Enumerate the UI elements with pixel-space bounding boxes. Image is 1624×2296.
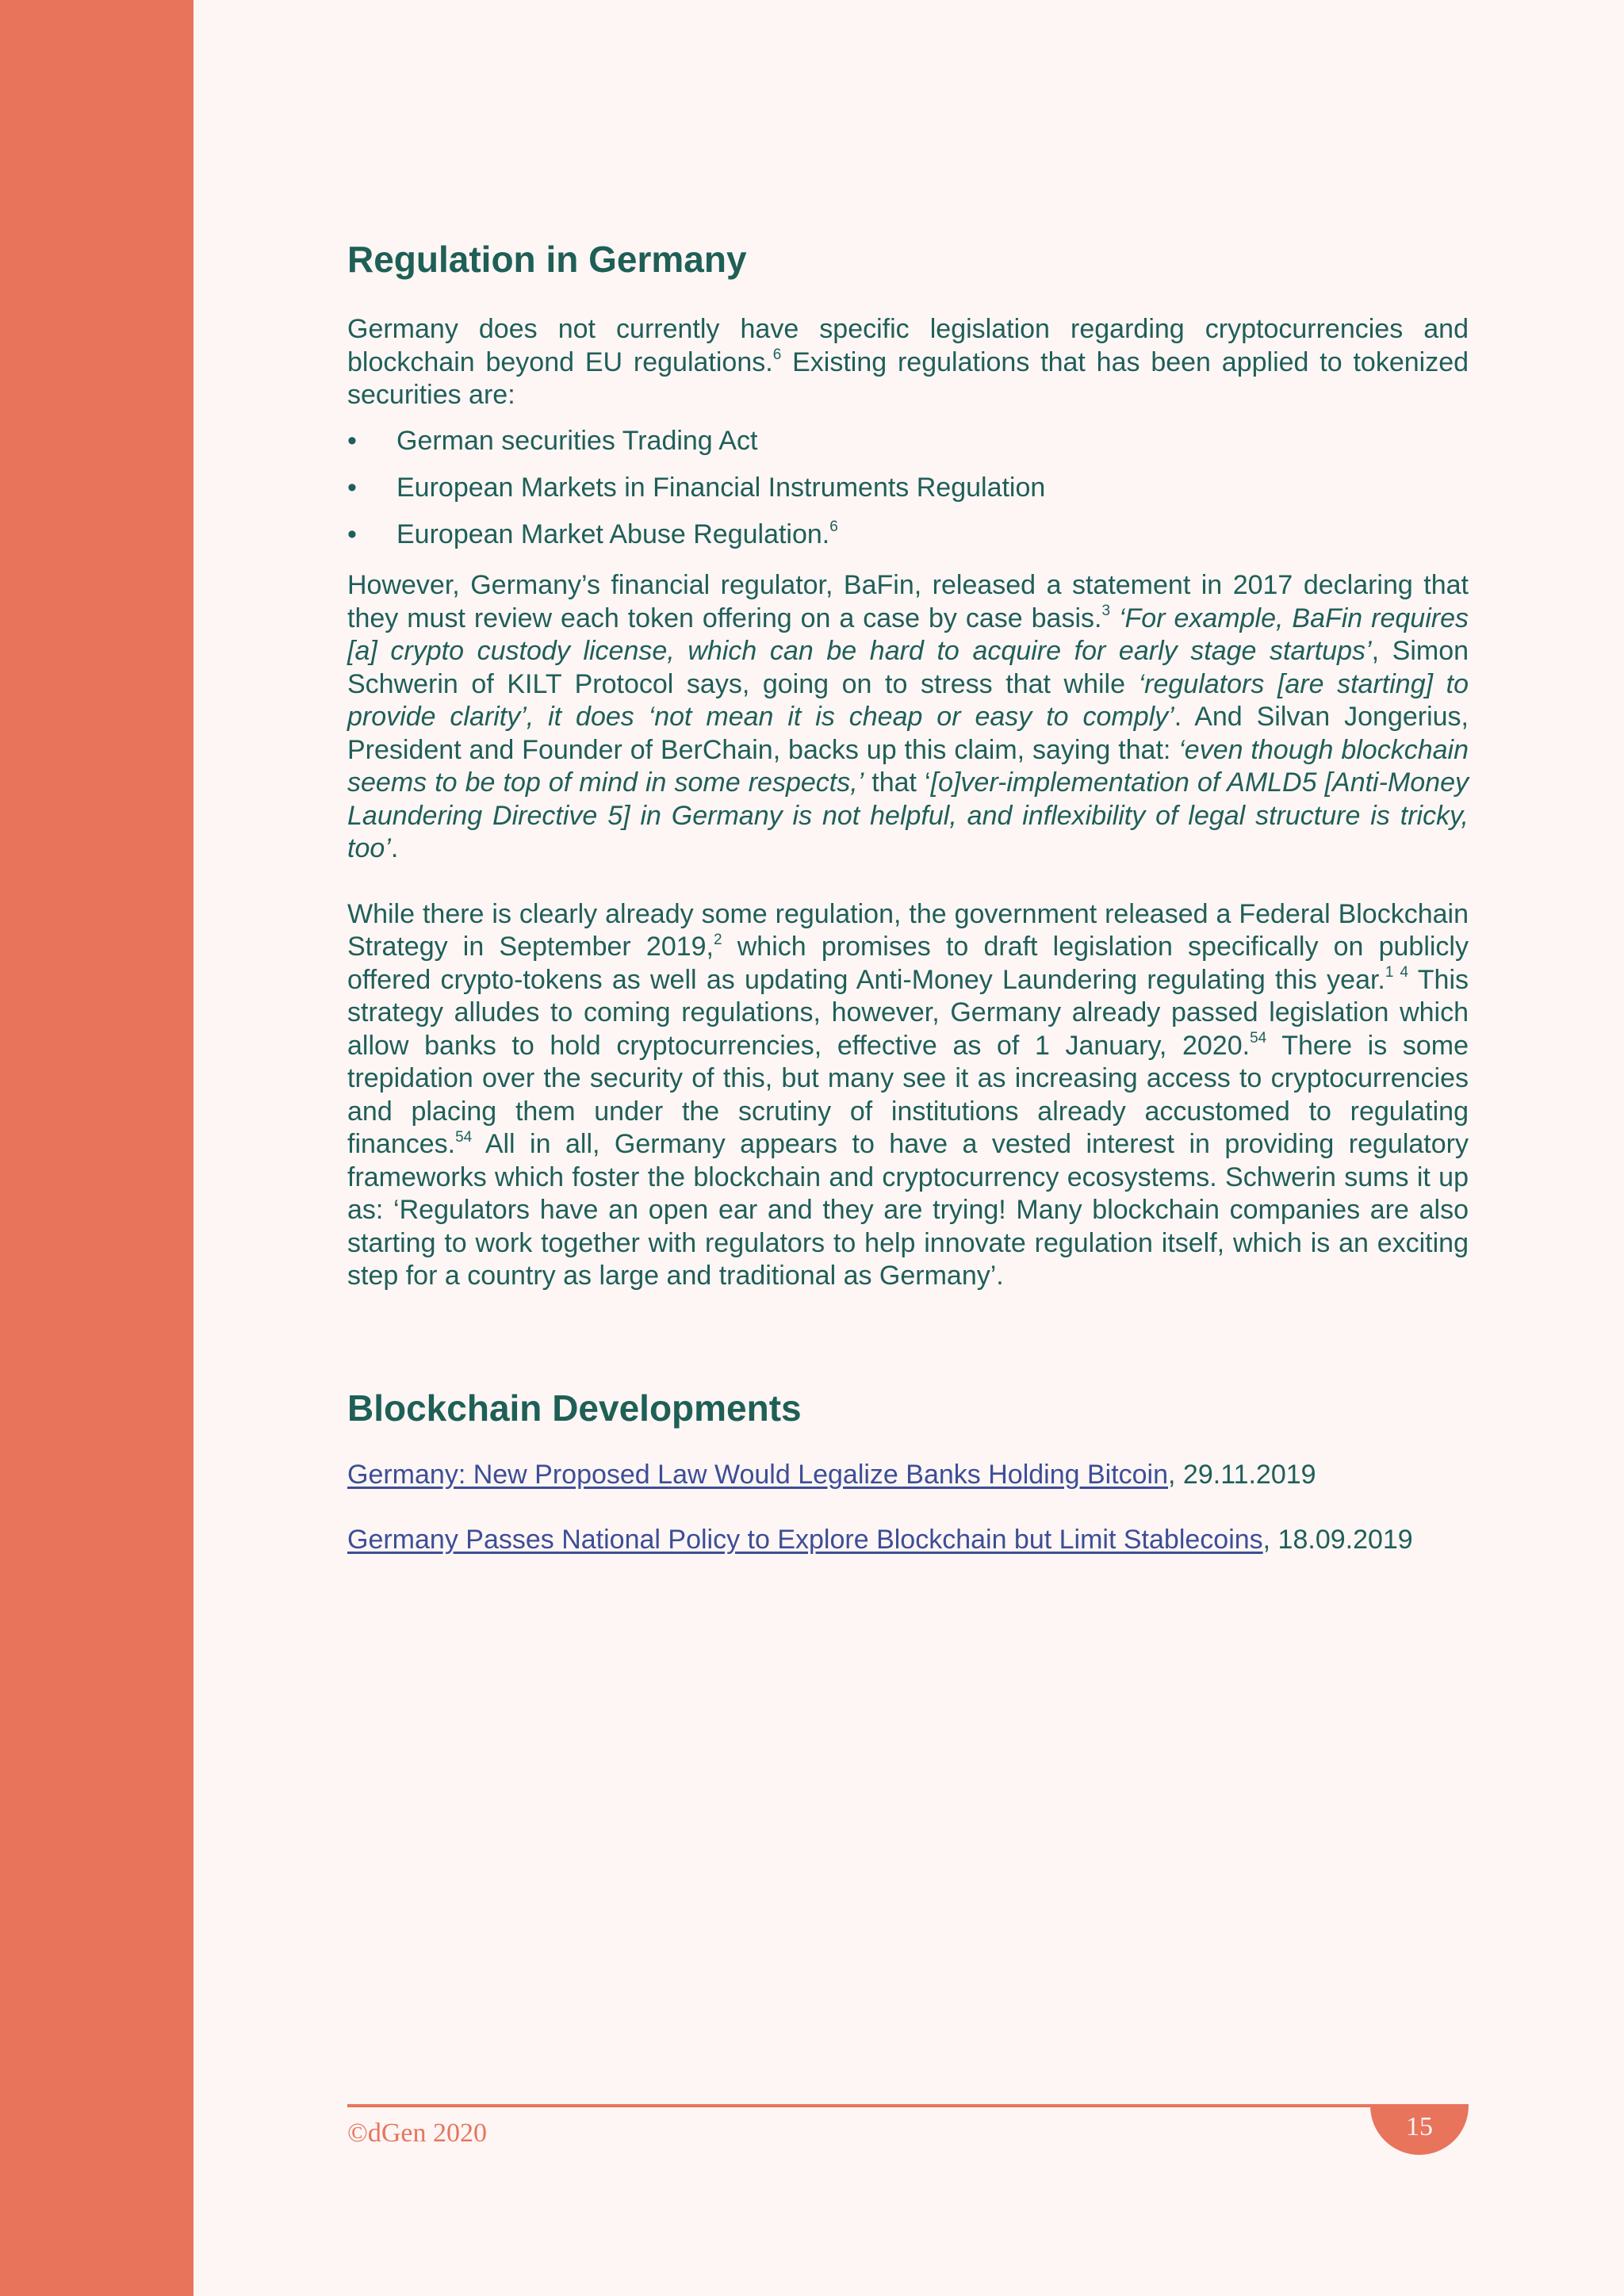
- regulation-list: [347, 425, 1469, 552]
- list-item: • German securities Trading Act: [347, 425, 1469, 458]
- news-link-banks-bitcoin[interactable]: Germany: New Proposed Law Would Legalize Banks Holding Bitcoin: [347, 1459, 1169, 1490]
- page-number: 15: [1406, 2112, 1433, 2141]
- section-title-developments: Blockchain Developments: [347, 1387, 802, 1429]
- development-item: Germany Passes National Policy to Explore Blockchain but Limit Stablecoins, 18.09.2019: [347, 1525, 1413, 1556]
- bullet-icon: •: [347, 425, 357, 456]
- footer-copyright: ©dGen 2020: [347, 2118, 487, 2148]
- section-title-regulation: Regulation in Germany: [347, 239, 747, 280]
- strategy-paragraph: While there is clearly already some regulation, the government released a Federal Blockchain Strategy in September 2019,$^2$ which promises to draft legislation specifically on publicly offered crypto-tokens as well as updating Anti-Money Laundering regulating this year.$^{1 4}$ This strategy alludes to coming regulations, however, Germany already passed legislation which allow banks to hold cryptocurrencies, effective as of 1 January, 2020.54 There is some trepidation over the security of this, but many see it as increasing access to cryptocurrencies and placing them under the scrutiny of institutions already accustomed to regulating finances.$^{54}$ All in all, Germany appears to have a vested interest in providing regulatory frameworks which foster the blockchain and cryptocurrency ecosystems. Schwerin sums it up as: ‘Regulators have an open ear and they are trying! Many blockchain companies are also starting to work together with regulators to help innovate regulation itself, which is an exciting step for a country as large and traditional as Germany’.: [347, 898, 1469, 1292]
- page-number-tab: [1370, 2106, 1469, 2155]
- news-link-national-policy[interactable]: Germany Passes National Policy to Explore Blockchain but Limit Stablecoins: [347, 1525, 1263, 1556]
- left-accent-bar: [0, 0, 193, 2296]
- bullet-icon: •: [347, 472, 357, 503]
- list-item: • European Markets in Financial Instruments Regulation: [347, 472, 1469, 505]
- footer-divider: [347, 2104, 1469, 2107]
- list-item: • European Market Abuse Regulation.$^6$: [347, 519, 1469, 552]
- bullet-icon: •: [347, 519, 357, 549]
- intro-paragraph: Germany does not currently have specific legislation regarding cryptocurrencies and blockchain beyond EU regulations.$^6$ Existing regulations that has been applied to tokenized securities are:: [347, 314, 1469, 411]
- development-item: Germany: New Proposed Law Would Legalize Banks Holding Bitcoin, 29.11.2019: [347, 1459, 1316, 1490]
- bafin-paragraph: However, Germany’s financial regulator, BaFin, released a statement in 2017 declaring that they must review each token offering on a case by case basis.$^3$ ‘For example, BaFin requires [a] crypto custody license, which can be hard to acquire for early stage startups’, Simon Schwerin of KILT Protocol says, going on to stress that while ‘regulators [are starting] to provide clarity’, it does ‘not mean it is cheap or easy to comply’. And Silvan Jongerius, President and Founder of BerChain, backs up this claim, saying that: ‘even though blockchain seems to be top of mind in some respects,’ that ‘[o]ver-implementation of AMLD5 [Anti-Money Laundering Directive 5] in Germany is not helpful, and inflexibility of legal structure is tricky, too’.: [347, 570, 1469, 864]
- page-content: [347, 238, 1469, 1557]
